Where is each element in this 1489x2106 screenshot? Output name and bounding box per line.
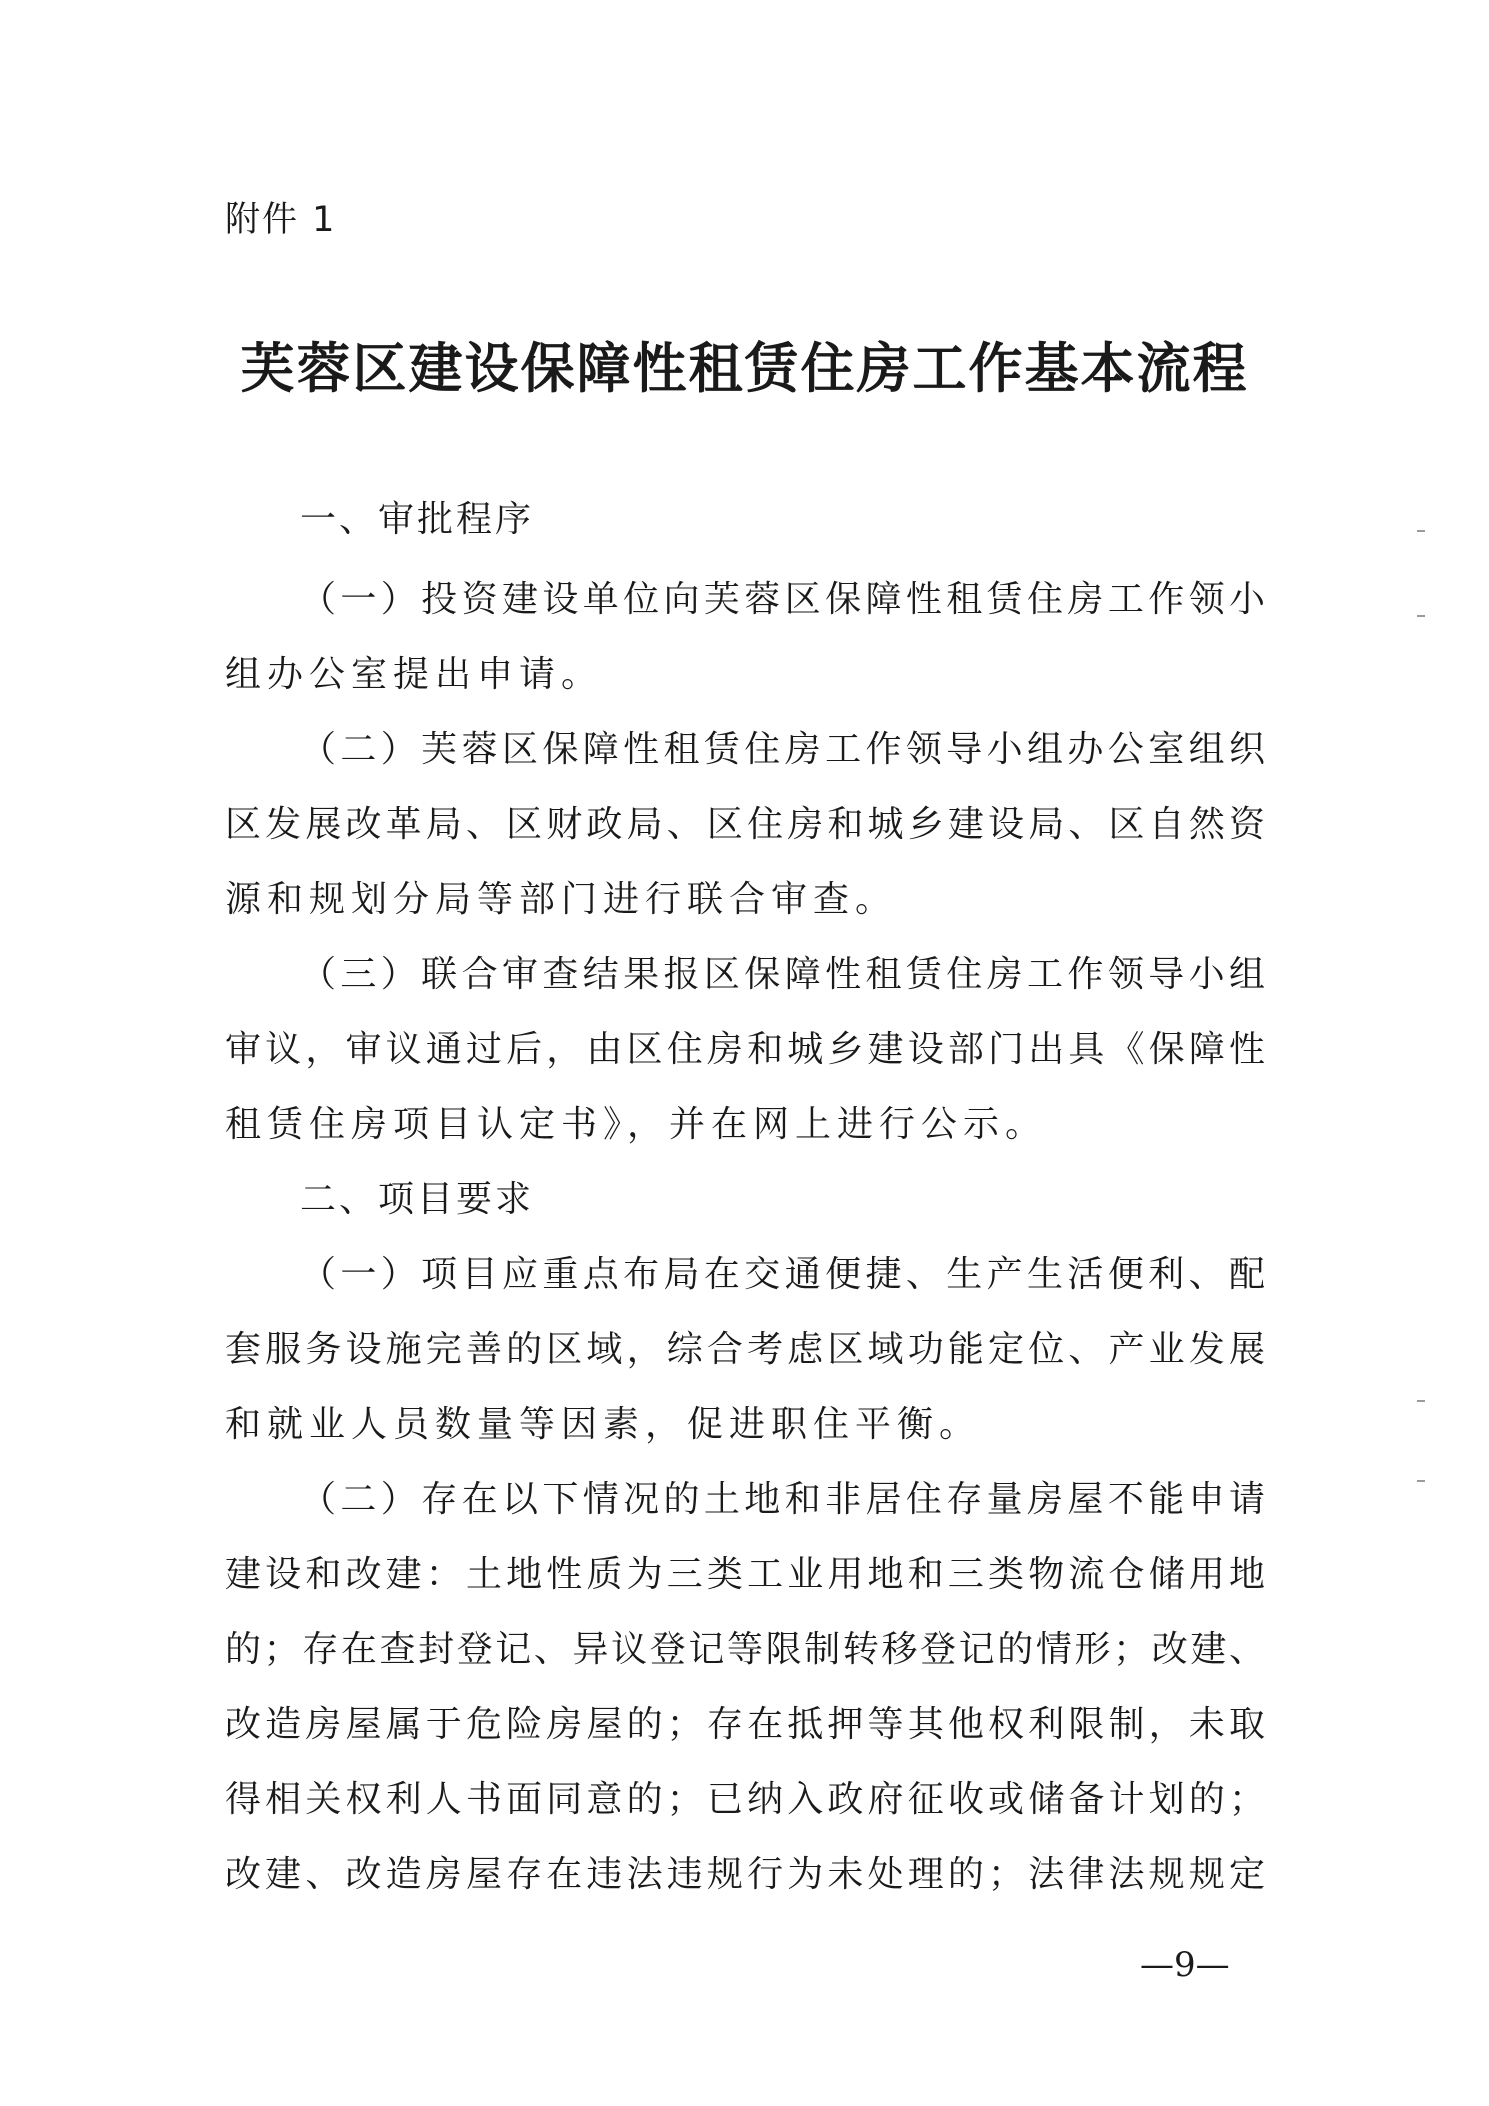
document-title: 芙蓉区建设保障性租赁住房工作基本流程	[240, 336, 1249, 400]
paragraph-line: 的；存在查封登记、异议登记等限制转移登记的情形；改建、	[225, 1629, 1265, 1670]
paragraph-line: 区发展改革局、区财政局、区住房和城乡建设局、区自然资	[225, 804, 1265, 845]
attachment-label: 附件 1	[225, 200, 337, 240]
scan-edge-mark	[1417, 1400, 1425, 1402]
paragraph-line: 租赁住房项目认定书》，并在网上进行公示。	[225, 1104, 1048, 1145]
paragraph-line: 建设和改建：土地性质为三类工业用地和三类物流仓储用地	[225, 1554, 1265, 1595]
paragraph-line: （一）投资建设单位向芙蓉区保障性租赁住房工作领小	[300, 579, 1265, 620]
paragraph-line: 和就业人员数量等因素，促进职住平衡。	[225, 1404, 982, 1445]
paragraph-line: 得相关权利人书面同意的；已纳入政府征收或储备计划的；	[225, 1779, 1265, 1820]
paragraph-line: （三）联合审查结果报区保障性租赁住房工作领导小组	[300, 954, 1265, 995]
paragraph-line: 源和规划分局等部门进行联合审查。	[225, 879, 898, 920]
paragraph-line: （一）项目应重点布局在交通便捷、生产生活便利、配	[300, 1254, 1265, 1295]
paragraph-line: 改建、改造房屋存在违法违规行为未处理的；法律法规规定	[225, 1854, 1265, 1895]
paragraph-line: （二）芙蓉区保障性租赁住房工作领导小组办公室组织	[300, 729, 1265, 770]
scan-edge-mark	[1417, 530, 1425, 532]
scan-edge-mark	[1417, 1480, 1425, 1482]
section-heading-approval: 一、审批程序	[300, 499, 535, 540]
page-number: —9—	[1140, 1945, 1230, 1985]
section-heading-project-requirements: 二、项目要求	[300, 1179, 535, 1220]
scan-edge-mark	[1417, 615, 1425, 617]
paragraph-line: （二）存在以下情况的土地和非居住存量房屋不能申请	[300, 1479, 1265, 1520]
paragraph-line: 组办公室提出申请。	[225, 654, 604, 695]
paragraph-line: 改造房屋属于危险房屋的；存在抵押等其他权利限制，未取	[225, 1704, 1265, 1745]
paragraph-line: 套服务设施完善的区域，综合考虑区域功能定位、产业发展	[225, 1329, 1265, 1370]
paragraph-line: 审议，审议通过后，由区住房和城乡建设部门出具《保障性	[225, 1029, 1265, 1070]
